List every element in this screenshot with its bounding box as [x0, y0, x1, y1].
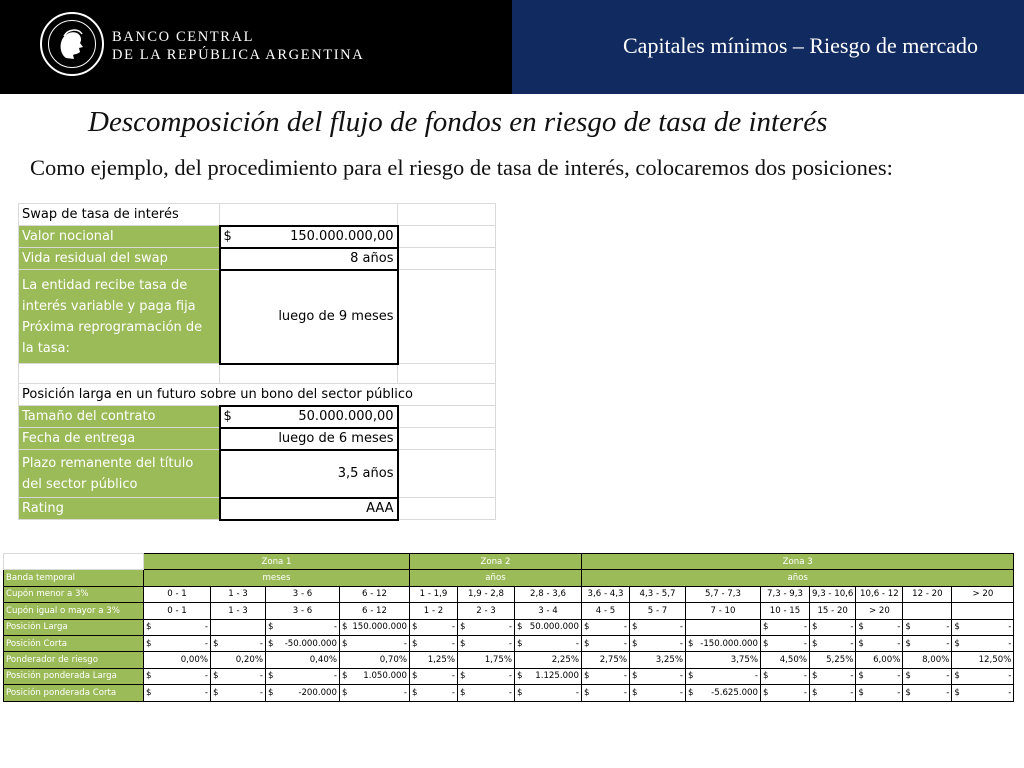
reprog-label: La entidad recibe tasa de interés variable y paga fija Próxima reprogramación de la tasa: [19, 270, 220, 364]
risk-weight-cell: 0,20% [211, 652, 266, 668]
low-coupon-band: 10,6 - 12 [856, 586, 903, 602]
high-coupon-band: 5 - 7 [630, 603, 686, 619]
short-position-cell: $ - [458, 635, 515, 651]
risk-weight-cell: 1,75% [458, 652, 515, 668]
long-position-cell: $ - [810, 619, 856, 635]
high-coupon-band: 3 - 6 [266, 603, 340, 619]
short-position [4, 635, 1014, 651]
weighted-long-cell: $ - [458, 668, 515, 684]
low-coupon-band: 9,3 - 10,6 [810, 586, 856, 602]
band-unit-row [4, 570, 1014, 586]
header-right-bar [512, 0, 1024, 94]
high-coupon-band: > 20 [856, 603, 903, 619]
risk-weight-cell: 6,00% [856, 652, 903, 668]
header-left-bar [0, 0, 512, 94]
size-value-cell: $ 50.000.000,00 [220, 406, 398, 428]
low-coupon-row [4, 586, 1014, 602]
risk-weight-label: Ponderador de riesgo [4, 652, 144, 668]
long-position-cell: $ - [952, 619, 1014, 635]
zone-unit-3: años [582, 570, 1014, 586]
long-position-label: Posición Larga [4, 619, 144, 635]
weighted-long-cell: $ - [810, 668, 856, 684]
residual-label: Vida residual del swap [19, 248, 220, 270]
weighted-long-cell: $ - [761, 668, 810, 684]
risk-weight-cell: 8,00% [903, 652, 952, 668]
long-position-cell: $ - [266, 619, 340, 635]
high-coupon-band [952, 603, 1014, 619]
risk-weight-cell: 0,00% [144, 652, 211, 668]
risk-weight-row [4, 652, 1014, 668]
risk-weight-cell: 2,25% [515, 652, 582, 668]
positions-table [18, 203, 496, 521]
bank-seal-logo [40, 12, 104, 76]
low-coupon-band: 1 - 3 [211, 586, 266, 602]
weighted-long-cell: $ 1.050.000 [340, 668, 410, 684]
low-coupon-band: 4,3 - 5,7 [630, 586, 686, 602]
zone-header-row [4, 554, 1014, 570]
low-coupon-band: 7,3 - 9,3 [761, 586, 810, 602]
zone-unit-2: años [410, 570, 582, 586]
long-position-cell: $ - [856, 619, 903, 635]
long-position-cell: $ - [630, 619, 686, 635]
risk-weight-cell: 3,25% [630, 652, 686, 668]
long-position-cell: $ 150.000.000 [340, 619, 410, 635]
short-position-cell: $ - [630, 635, 686, 651]
risk-weight-cell: 0,40% [266, 652, 340, 668]
long-position-cell: $ - [410, 619, 458, 635]
weighted-long-cell: $ - [856, 668, 903, 684]
short-position-cell: $ -50.000.000 [266, 635, 340, 651]
header-title: Capitales mínimos – Riesgo de mercado [623, 33, 978, 58]
delivery-value: luego de 6 meses [220, 428, 398, 450]
short-position-cell: $ - [410, 635, 458, 651]
weighted-short-cell: $ - [952, 685, 1014, 701]
high-coupon-band: 15 - 20 [810, 603, 856, 619]
size-label: Tamaño del contrato [19, 406, 220, 428]
weighted-short-cell: $ - [630, 685, 686, 701]
short-position-cell: $ -150.000.000 [686, 635, 761, 651]
long-position-cell [211, 619, 266, 635]
weighted-long-cell: $ - [211, 668, 266, 684]
risk-weight-cell: 2,75% [582, 652, 630, 668]
short-position-cell: $ - [515, 635, 582, 651]
weighted-long-cell: $ - [266, 668, 340, 684]
high-coupon-band: 4 - 5 [582, 603, 630, 619]
low-coupon-band: 5,7 - 7,3 [686, 586, 761, 602]
weighted-short-cell: $ - [340, 685, 410, 701]
weighted-short-cell: $ -5.625.000 [686, 685, 761, 701]
short-position-cell: $ - [810, 635, 856, 651]
weighted-long-cell: $ - [410, 668, 458, 684]
risk-weight-cell: 4,50% [761, 652, 810, 668]
risk-weight-cell: 5,25% [810, 652, 856, 668]
band-label: Banda temporal [4, 570, 144, 586]
nominal-value-cell: $ 150.000.000,00 [220, 226, 398, 248]
short-position-cell: $ - [582, 635, 630, 651]
term-value: 3,5 años [220, 450, 398, 498]
nominal-label: Valor nocional [19, 226, 220, 248]
long-position-cell: $ 50.000.000 [515, 619, 582, 635]
risk-weight-cell: 0,70% [340, 652, 410, 668]
long-position-cell: $ - [582, 619, 630, 635]
long-position [4, 619, 1014, 635]
high-coupon-band: 6 - 12 [340, 603, 410, 619]
zone-header-1: Zona 1 [144, 554, 410, 570]
zone-header-2: Zona 2 [410, 554, 582, 570]
high-coupon-band: 2 - 3 [458, 603, 515, 619]
weighted-short-cell: $ - [903, 685, 952, 701]
weighted-long-cell: $ - [952, 668, 1014, 684]
rating-label: Rating [19, 498, 220, 520]
weighted-short-cell: $ - [515, 685, 582, 701]
weighted-long-cell: $ - [686, 668, 761, 684]
residual-value: 8 años [220, 248, 398, 270]
high-coupon-band: 10 - 15 [761, 603, 810, 619]
short-position-cell: $ - [952, 635, 1014, 651]
short-position-cell: $ - [856, 635, 903, 651]
long-position-cell: $ - [903, 619, 952, 635]
weighted-long-cell: $ - [630, 668, 686, 684]
short-position-cell: $ - [211, 635, 266, 651]
high-coupon-band: 1 - 3 [211, 603, 266, 619]
swap-heading: Swap de tasa de interés [19, 204, 220, 226]
bank-name-line1: BANCO CENTRAL [112, 29, 255, 45]
short-position-cell: $ - [761, 635, 810, 651]
size-value: 50.000.000,00 [298, 409, 394, 424]
low-coupon-band: 1 - 1,9 [410, 586, 458, 602]
weighted-short-cell: $ - [761, 685, 810, 701]
high-coupon-band: 1 - 2 [410, 603, 458, 619]
weighted-long-cell: $ 1.125.000 [515, 668, 582, 684]
bank-name-line2: DE LA REPÚBLICA ARGENTINA [112, 47, 365, 63]
risk-weight-cell: 3,75% [686, 652, 761, 668]
weighted-long-cell: $ - [582, 668, 630, 684]
high-coupon-row [4, 603, 1014, 619]
delivery-label: Fecha de entrega [19, 428, 220, 450]
short-position-cell: $ - [903, 635, 952, 651]
maturity-band-table [3, 553, 1014, 702]
low-coupon-band: 1,9 - 2,8 [458, 586, 515, 602]
long-position-cell: $ - [761, 619, 810, 635]
weighted-short-cell: $ - [410, 685, 458, 701]
high-coupon-band: 0 - 1 [144, 603, 211, 619]
weighted-short-cell: $ - [458, 685, 515, 701]
weighted-long [4, 668, 1014, 684]
weighted-short [4, 685, 1014, 701]
long-position-cell: $ - [458, 619, 515, 635]
high-coupon-band [903, 603, 952, 619]
slide-subtitle: Descomposición del flujo de fondos en riesgo de tasa de interés [88, 106, 828, 138]
long-position-cell [686, 619, 761, 635]
short-position-label: Posición Corta [4, 635, 144, 651]
intro-text: Como ejemplo, del procedimiento para el riesgo de tasa de interés, colocaremos dos posiciones: [30, 155, 893, 180]
weighted-short-cell: $ - [582, 685, 630, 701]
rating-value: AAA [220, 498, 398, 520]
weighted-short-label: Posición ponderada Corta [4, 685, 144, 701]
high-coupon-label: Cupón igual o mayor a 3% [4, 603, 144, 619]
low-coupon-band: 6 - 12 [340, 586, 410, 602]
future-heading: Posición larga en un futuro sobre un bono del sector público [19, 384, 496, 406]
long-position-cell: $ - [144, 619, 211, 635]
weighted-short-cell: $ - [211, 685, 266, 701]
high-coupon-band: 7 - 10 [686, 603, 761, 619]
low-coupon-band: 12 - 20 [903, 586, 952, 602]
short-position-cell: $ - [144, 635, 211, 651]
zone-header-3: Zona 3 [582, 554, 1014, 570]
weighted-long-label: Posición ponderada Larga [4, 668, 144, 684]
weighted-short-cell: $ - [144, 685, 211, 701]
reprog-value: luego de 9 meses [220, 270, 398, 364]
low-coupon-band: > 20 [952, 586, 1014, 602]
low-coupon-band: 2,8 - 3,6 [515, 586, 582, 602]
risk-weight-cell: 12,50% [952, 652, 1014, 668]
low-coupon-label: Cupón menor a 3% [4, 586, 144, 602]
short-position-cell: $ - [340, 635, 410, 651]
high-coupon-band: 3 - 4 [515, 603, 582, 619]
risk-weight-cell: 1,25% [410, 652, 458, 668]
term-label: Plazo remanente del título del sector público [19, 450, 220, 498]
low-coupon-band: 0 - 1 [144, 586, 211, 602]
weighted-short-cell: $ -200.000 [266, 685, 340, 701]
low-coupon-band: 3,6 - 4,3 [582, 586, 630, 602]
low-coupon-band: 3 - 6 [266, 586, 340, 602]
weighted-long-cell: $ - [903, 668, 952, 684]
nominal-value: 150.000.000,00 [290, 229, 394, 244]
weighted-long-cell: $ - [144, 668, 211, 684]
weighted-short-cell: $ - [810, 685, 856, 701]
corner-cell [4, 554, 144, 570]
weighted-short-cell: $ - [856, 685, 903, 701]
zone-unit-1: meses [144, 570, 410, 586]
